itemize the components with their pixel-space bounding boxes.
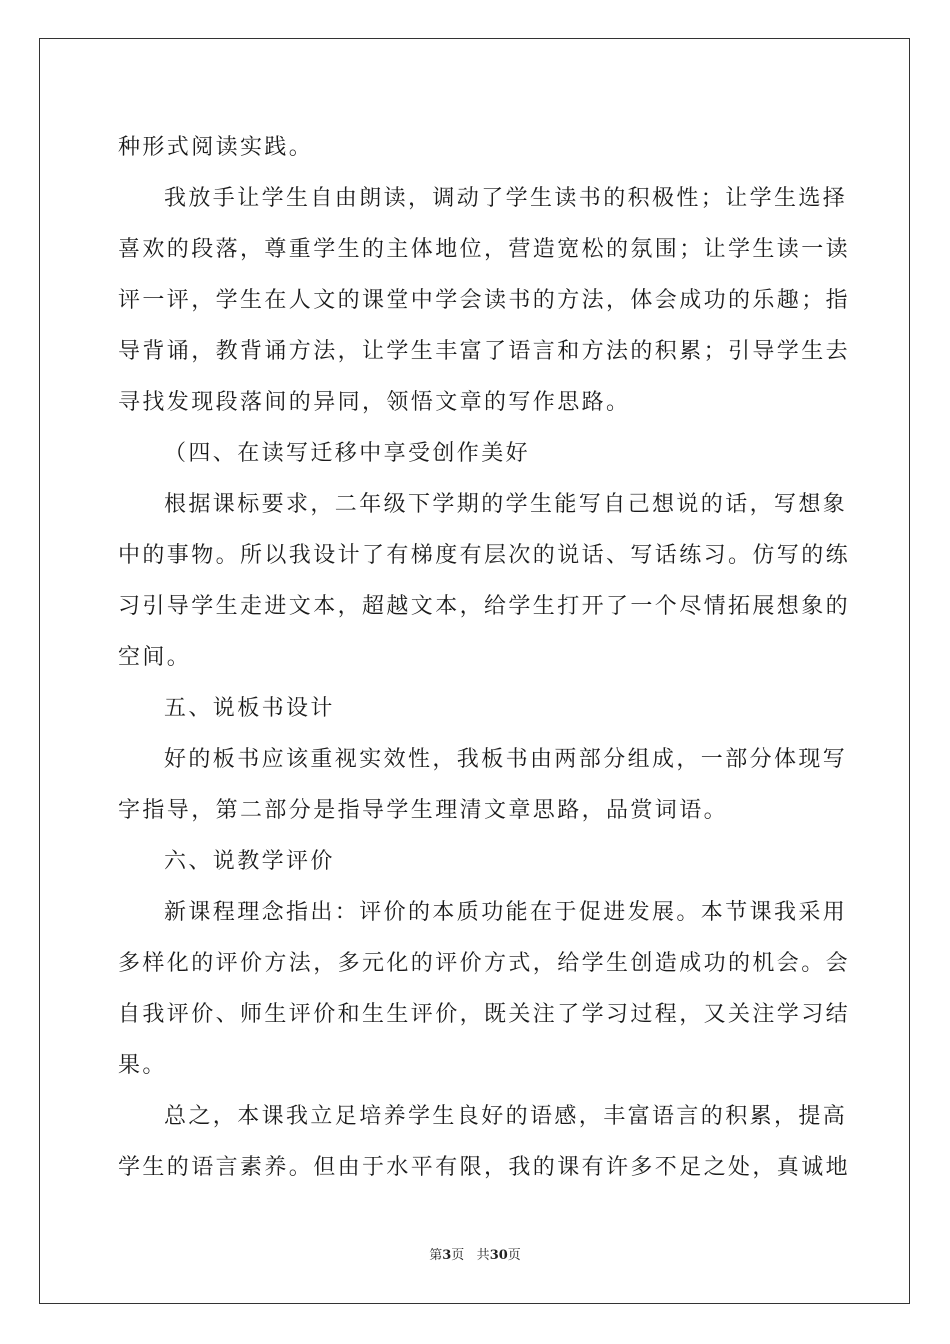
paragraph <box>118 887 851 1091</box>
text-line: 五、说板书设计 <box>164 696 335 721</box>
text-line: 好的板书应该重视实效性，我板书由两部分组成，一部分体现写 <box>164 747 848 772</box>
text-line: 习引导学生走进文本，超越文本，给学生打开了一个尽情拓展想象的 <box>118 594 851 619</box>
text-line: 评一评，学生在人文的课堂中学会读书的方法，体会成功的乐趣；指 <box>118 288 851 313</box>
document-body <box>118 122 851 1193</box>
text-line: 种形式阅读实践。 <box>118 135 314 160</box>
paragraph <box>118 122 834 173</box>
text-line: 喜欢的段落，尊重学生的主体地位，营造宽松的氛围；让学生读一读 <box>118 237 851 262</box>
text-line: 导背诵，教背诵方法，让学生丰富了语言和方法的积累；引导学生去 <box>118 339 851 364</box>
total-prefix: 共 <box>476 1248 490 1263</box>
paragraph <box>118 836 834 887</box>
paragraph <box>118 479 851 683</box>
paragraph <box>118 173 851 428</box>
total-pages: 30 <box>489 1248 508 1263</box>
text-line: 空间。 <box>118 645 192 670</box>
page-prefix: 第 <box>429 1248 443 1263</box>
paragraph <box>118 428 834 479</box>
paragraph <box>118 1091 851 1193</box>
text-line: 六、说教学评价 <box>164 849 335 874</box>
text-line: 总之，本课我立足培养学生良好的语感，丰富语言的积累，提高 <box>164 1104 848 1129</box>
text-line: 寻找发现段落间的异同，领悟文章的写作思路。 <box>118 390 631 415</box>
text-line: （四、在读写迁移中享受创作美好 <box>164 441 531 466</box>
page-suffix: 页 <box>451 1248 465 1263</box>
text-line: 中的事物。所以我设计了有梯度有层次的说话、写话练习。仿写的练 <box>118 543 851 568</box>
text-line: 新课程理念指出：评价的本质功能在于促进发展。本节课我采用 <box>164 900 848 925</box>
page-number: 3 <box>442 1248 452 1263</box>
paragraph <box>118 734 848 836</box>
text-line: 字指导，第二部分是指导学生理清文章思路，品赏词语。 <box>118 798 729 823</box>
text-line: 根据课标要求，二年级下学期的学生能写自己想说的话，写想象 <box>164 492 848 517</box>
text-line: 学生的语言素养。但由于水平有限，我的课有许多不足之处，真诚地 <box>118 1155 851 1180</box>
page-footer <box>0 1244 950 1263</box>
text-line: 多样化的评价方法，多元化的评价方式，给学生创造成功的机会。会 <box>118 951 851 976</box>
total-suffix: 页 <box>507 1248 521 1263</box>
paragraph <box>118 683 834 734</box>
text-line: 自我评价、师生评价和生生评价，既关注了学习过程，又关注学习结 <box>118 1002 851 1027</box>
text-line: 果。 <box>118 1053 167 1078</box>
text-line: 我放手让学生自由朗读，调动了学生读书的积极性；让学生选择 <box>164 186 848 211</box>
